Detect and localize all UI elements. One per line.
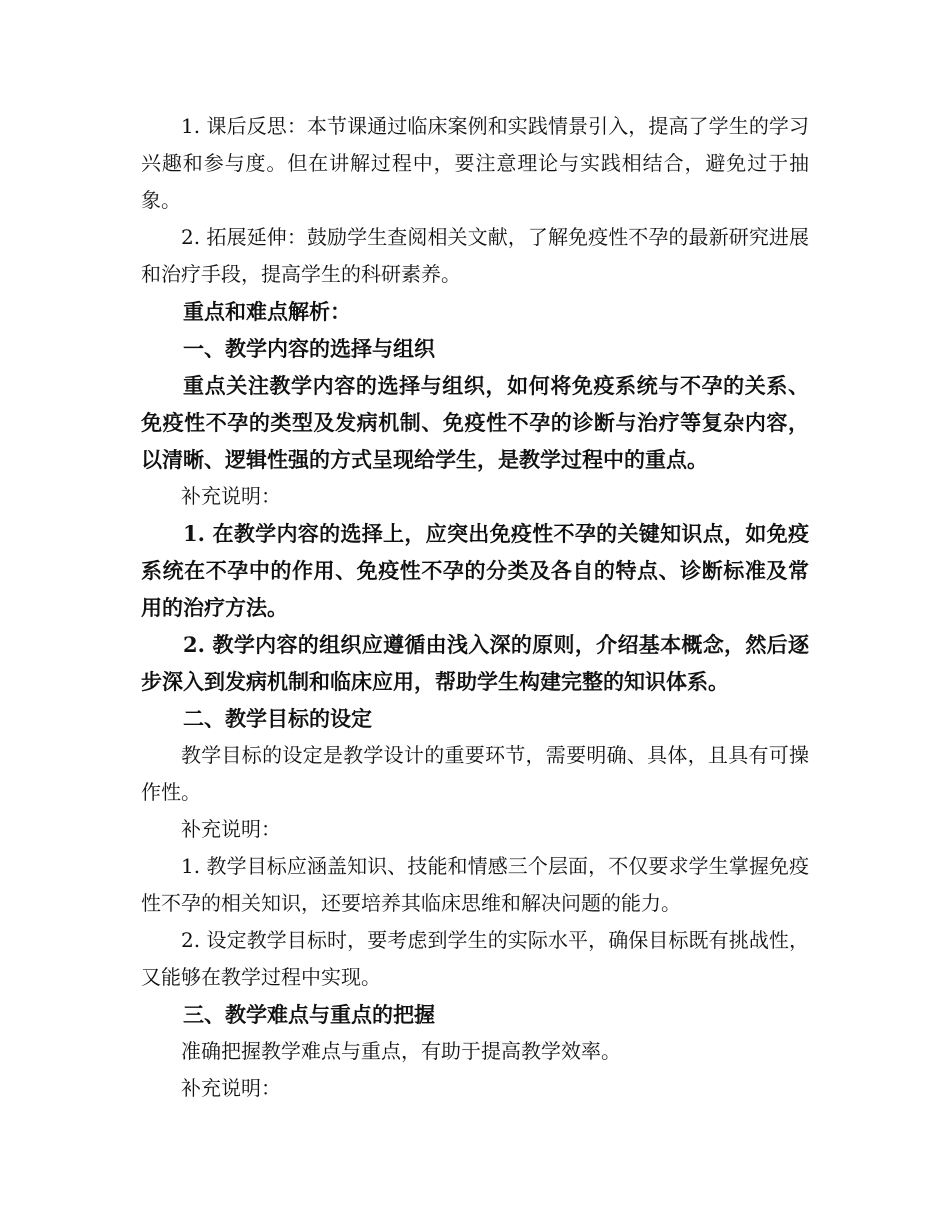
paragraph-section-2-intro: 教学目标的设定是教学设计的重要环节，需要明确、具体，且具有可操作性。 (141, 743, 809, 804)
heading-key-points: 重点和难点解析： (183, 299, 351, 324)
paragraph-section-3-intro: 准确把握教学难点与重点，有助于提高教学效率。 (181, 1039, 621, 1063)
supplement-label: 补充说明： (181, 1076, 281, 1100)
paragraph-section-1-focus: 重点关注教学内容的选择与组织，如何将免疫系统与不孕的关系、免疫性不孕的类型及发病机制、免疫性不孕的诊断与治疗等复杂内容，以清晰、逻辑性强的方式呈现给学生，是教学过程中的重点。 (141, 373, 809, 472)
supplement-label: 补充说明： (181, 817, 281, 841)
paragraph-reflection: 1. 课后反思：本节课通过临床案例和实践情景引入，提高了学生的学习兴趣和参与度。但在讲解过程中，要注意理论与实践相结合，避免过于抽象。 (141, 114, 809, 212)
supplement-label: 补充说明： (181, 484, 281, 508)
document-body (141, 108, 809, 1107)
section-heading-3: 三、教学难点与重点的把握 (183, 1002, 435, 1027)
paragraph-extension: 2. 拓展延伸：鼓励学生查阅相关文献，了解免疫性不孕的最新研究进展和治疗手段，提高学生的科研素养。 (141, 225, 809, 286)
paragraph-section-1-item-2: 2. 教学内容的组织应遵循由浅入深的原则，介绍基本概念，然后逐步深入到发病机制和临床应用，帮助学生构建完整的知识体系。 (141, 632, 809, 694)
paragraph-section-1-item-1: 1. 在教学内容的选择上，应突出免疫性不孕的关键知识点，如免疫系统在不孕中的作用、免疫性不孕的分类及各自的特点、诊断标准及常用的治疗方法。 (141, 521, 809, 620)
paragraph-section-2-item-1: 1. 教学目标应涵盖知识、技能和情感三个层面，不仅要求学生掌握免疫性不孕的相关知识，还要培养其临床思维和解决问题的能力。 (141, 854, 809, 915)
paragraph-section-2-item-2: 2. 设定教学目标时，要考虑到学生的实际水平，确保目标既有挑战性，又能够在教学过程中实现。 (141, 928, 809, 989)
section-heading-1: 一、教学内容的选择与组织 (183, 336, 435, 361)
section-heading-2: 二、教学目标的设定 (183, 706, 372, 731)
